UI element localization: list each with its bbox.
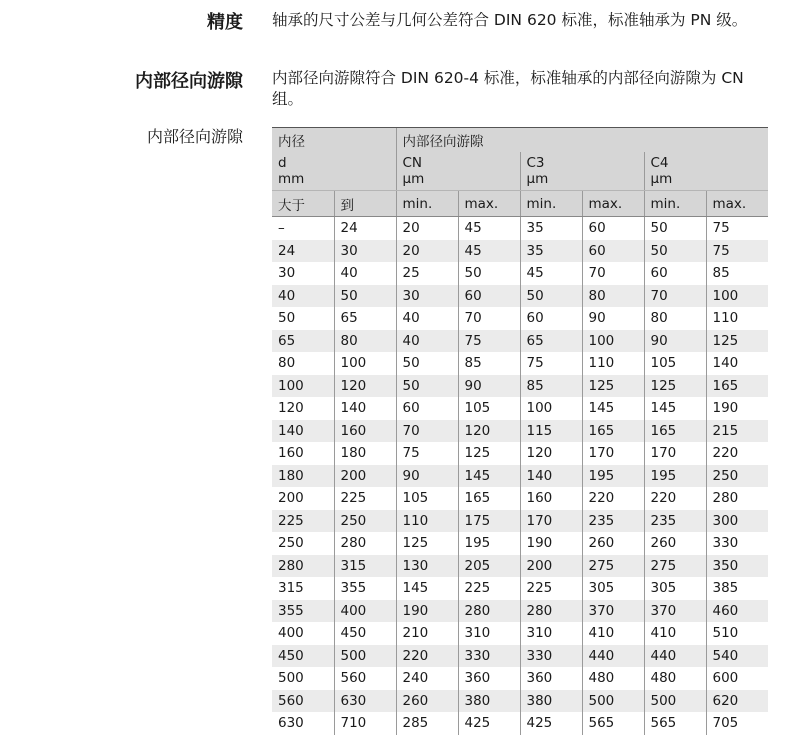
cell-c4-max: 510 [706, 622, 768, 645]
cell-c4-max: 75 [706, 217, 768, 240]
cell-over: 355 [272, 600, 334, 623]
cell-to: 315 [334, 555, 396, 578]
cell-c4-min: 410 [644, 622, 706, 645]
cell-c4-max: 330 [706, 532, 768, 555]
clearance-text: 内部径向游隙符合 DIN 620-4 标准，标准轴承的内部径向游隙为 CN 组。 [272, 69, 744, 108]
cell-over: 24 [272, 240, 334, 263]
cell-over: 400 [272, 622, 334, 645]
cell-c4-min: 260 [644, 532, 706, 555]
cell-over: 100 [272, 375, 334, 398]
group-c3-name: C3 [526, 155, 545, 171]
cell-to: 40 [334, 262, 396, 285]
cell-to: 355 [334, 577, 396, 600]
cell-c4-min: 500 [644, 690, 706, 713]
cell-cn-min: 145 [396, 577, 458, 600]
cell-c3-min: 200 [520, 555, 582, 578]
cell-cn-min: 70 [396, 420, 458, 443]
cell-c3-min: 425 [520, 712, 582, 735]
cell-cn-min: 75 [396, 442, 458, 465]
cell-c4-min: 235 [644, 510, 706, 533]
cell-c4-max: 125 [706, 330, 768, 353]
group-c3 [520, 152, 644, 191]
table-row [272, 352, 768, 375]
cell-c4-max: 385 [706, 577, 768, 600]
cell-c3-min: 75 [520, 352, 582, 375]
cell-c3-min: 310 [520, 622, 582, 645]
cell-c3-min: 380 [520, 690, 582, 713]
bore-symbol-unit [272, 152, 396, 191]
cell-c3-max: 70 [582, 262, 644, 285]
cell-cn-max: 45 [458, 240, 520, 263]
cell-c3-max: 60 [582, 217, 644, 240]
cell-to: 200 [334, 465, 396, 488]
cell-cn-min: 40 [396, 307, 458, 330]
cell-c4-min: 195 [644, 465, 706, 488]
bore-header: 内径 [272, 128, 396, 153]
precision-text: 轴承的尺寸公差与几何公差符合 DIN 620 标准，标准轴承为 PN 级。 [272, 11, 748, 29]
cell-c3-min: 190 [520, 532, 582, 555]
table-row [272, 285, 768, 308]
cell-to: 24 [334, 217, 396, 240]
cell-to: 65 [334, 307, 396, 330]
cell-over: 30 [272, 262, 334, 285]
table-row [272, 420, 768, 443]
cell-over: 140 [272, 420, 334, 443]
group-c3-unit: µm [526, 171, 549, 187]
cell-cn-max: 225 [458, 577, 520, 600]
cell-c3-max: 165 [582, 420, 644, 443]
clearance-group-header: 内部径向游隙 [396, 128, 768, 153]
cell-over: 450 [272, 645, 334, 668]
cell-c4-min: 70 [644, 285, 706, 308]
cell-c4-min: 305 [644, 577, 706, 600]
cell-cn-max: 330 [458, 645, 520, 668]
cell-cn-max: 360 [458, 667, 520, 690]
cell-c4-max: 110 [706, 307, 768, 330]
table-row [272, 397, 768, 420]
table-body [272, 217, 768, 735]
cell-cn-max: 280 [458, 600, 520, 623]
cell-c3-min: 160 [520, 487, 582, 510]
cell-c4-min: 125 [644, 375, 706, 398]
cell-c4-min: 60 [644, 262, 706, 285]
table-row [272, 487, 768, 510]
cell-c3-max: 100 [582, 330, 644, 353]
col-c4-min: min. [644, 191, 706, 217]
cell-c3-max: 235 [582, 510, 644, 533]
cell-cn-max: 70 [458, 307, 520, 330]
cell-c3-min: 45 [520, 262, 582, 285]
cell-c3-max: 80 [582, 285, 644, 308]
cell-cn-min: 20 [396, 240, 458, 263]
cell-over: 200 [272, 487, 334, 510]
group-c4 [644, 152, 768, 191]
cell-c4-min: 170 [644, 442, 706, 465]
cell-to: 140 [334, 397, 396, 420]
cell-c4-max: 220 [706, 442, 768, 465]
cell-to: 120 [334, 375, 396, 398]
cell-over: 80 [272, 352, 334, 375]
table-row [272, 690, 768, 713]
cell-c3-min: 35 [520, 217, 582, 240]
cell-over: 120 [272, 397, 334, 420]
cell-cn-max: 310 [458, 622, 520, 645]
col-c4-max: max. [706, 191, 768, 217]
cell-c4-min: 145 [644, 397, 706, 420]
cell-to: 710 [334, 712, 396, 735]
table-row [272, 555, 768, 578]
group-c4-name: C4 [650, 155, 669, 171]
group-cn-unit: µm [402, 171, 425, 187]
cell-cn-min: 130 [396, 555, 458, 578]
cell-cn-min: 40 [396, 330, 458, 353]
cell-c3-min: 280 [520, 600, 582, 623]
cell-cn-min: 60 [396, 397, 458, 420]
cell-cn-min: 50 [396, 375, 458, 398]
col-over: 大于 [272, 191, 334, 217]
cell-c4-max: 215 [706, 420, 768, 443]
cell-c4-min: 105 [644, 352, 706, 375]
cell-c4-min: 90 [644, 330, 706, 353]
cell-over: 50 [272, 307, 334, 330]
cell-c4-min: 440 [644, 645, 706, 668]
table-caption: 内部径向游隙 [146, 127, 243, 146]
cell-c3-min: 120 [520, 442, 582, 465]
cell-cn-max: 120 [458, 420, 520, 443]
cell-c3-max: 60 [582, 240, 644, 263]
cell-to: 225 [334, 487, 396, 510]
table-row [272, 465, 768, 488]
cell-to: 630 [334, 690, 396, 713]
cell-cn-min: 260 [396, 690, 458, 713]
cell-c4-max: 190 [706, 397, 768, 420]
bore-symbol: d [278, 155, 287, 171]
cell-c3-min: 100 [520, 397, 582, 420]
group-cn-name: CN [402, 155, 423, 171]
cell-c3-max: 260 [582, 532, 644, 555]
col-cn-max: max. [458, 191, 520, 217]
table-row [272, 667, 768, 690]
cell-to: 450 [334, 622, 396, 645]
table-row [272, 240, 768, 263]
col-cn-min: min. [396, 191, 458, 217]
cell-c4-max: 75 [706, 240, 768, 263]
table-row [272, 510, 768, 533]
cell-cn-max: 85 [458, 352, 520, 375]
cell-cn-max: 145 [458, 465, 520, 488]
cell-c4-max: 140 [706, 352, 768, 375]
cell-over: 280 [272, 555, 334, 578]
cell-cn-min: 110 [396, 510, 458, 533]
cell-cn-min: 20 [396, 217, 458, 240]
cell-c4-min: 50 [644, 240, 706, 263]
cell-c4-min: 50 [644, 217, 706, 240]
cell-over: 180 [272, 465, 334, 488]
cell-c4-min: 220 [644, 487, 706, 510]
cell-c4-max: 165 [706, 375, 768, 398]
cell-over: 40 [272, 285, 334, 308]
cell-cn-min: 90 [396, 465, 458, 488]
cell-c4-max: 350 [706, 555, 768, 578]
table-row [272, 622, 768, 645]
cell-cn-max: 90 [458, 375, 520, 398]
cell-to: 160 [334, 420, 396, 443]
cell-over: 500 [272, 667, 334, 690]
cell-over: 65 [272, 330, 334, 353]
cell-c3-max: 90 [582, 307, 644, 330]
cell-cn-max: 60 [458, 285, 520, 308]
cell-c3-min: 65 [520, 330, 582, 353]
cell-c3-min: 360 [520, 667, 582, 690]
cell-c3-min: 50 [520, 285, 582, 308]
cell-cn-min: 25 [396, 262, 458, 285]
cell-c3-max: 305 [582, 577, 644, 600]
cell-cn-max: 105 [458, 397, 520, 420]
cell-c3-max: 480 [582, 667, 644, 690]
table-row [272, 307, 768, 330]
clearance-table [272, 127, 768, 735]
cell-c3-min: 115 [520, 420, 582, 443]
col-to: 到 [334, 191, 396, 217]
cell-over: 630 [272, 712, 334, 735]
cell-c3-max: 195 [582, 465, 644, 488]
table-row [272, 375, 768, 398]
cell-c3-max: 110 [582, 352, 644, 375]
cell-c4-max: 100 [706, 285, 768, 308]
cell-cn-min: 220 [396, 645, 458, 668]
cell-c3-max: 275 [582, 555, 644, 578]
cell-cn-max: 425 [458, 712, 520, 735]
cell-to: 180 [334, 442, 396, 465]
table-row [272, 712, 768, 735]
cell-c3-min: 60 [520, 307, 582, 330]
cell-c3-max: 170 [582, 442, 644, 465]
cell-over: 560 [272, 690, 334, 713]
cell-to: 400 [334, 600, 396, 623]
cell-c4-min: 370 [644, 600, 706, 623]
cell-to: 30 [334, 240, 396, 263]
cell-to: 500 [334, 645, 396, 668]
cell-c4-max: 540 [706, 645, 768, 668]
cell-c3-max: 500 [582, 690, 644, 713]
col-c3-max: max. [582, 191, 644, 217]
cell-c4-max: 250 [706, 465, 768, 488]
cell-c4-min: 80 [644, 307, 706, 330]
cell-cn-max: 45 [458, 217, 520, 240]
cell-c3-max: 220 [582, 487, 644, 510]
cell-cn-min: 50 [396, 352, 458, 375]
cell-cn-max: 175 [458, 510, 520, 533]
cell-c3-min: 140 [520, 465, 582, 488]
cell-c3-min: 35 [520, 240, 582, 263]
cell-c4-min: 480 [644, 667, 706, 690]
col-c3-min: min. [520, 191, 582, 217]
cell-to: 250 [334, 510, 396, 533]
cell-cn-min: 190 [396, 600, 458, 623]
cell-over: 225 [272, 510, 334, 533]
cell-c3-min: 225 [520, 577, 582, 600]
cell-c3-max: 410 [582, 622, 644, 645]
cell-c3-min: 85 [520, 375, 582, 398]
cell-to: 80 [334, 330, 396, 353]
cell-to: 280 [334, 532, 396, 555]
table-row [272, 532, 768, 555]
cell-c4-max: 280 [706, 487, 768, 510]
cell-cn-min: 30 [396, 285, 458, 308]
cell-c4-min: 275 [644, 555, 706, 578]
cell-cn-max: 75 [458, 330, 520, 353]
cell-over: 250 [272, 532, 334, 555]
table-row [272, 262, 768, 285]
cell-c3-max: 565 [582, 712, 644, 735]
bore-unit: mm [278, 171, 305, 187]
cell-over: 160 [272, 442, 334, 465]
clearance-heading: 内部径向游隙 [135, 71, 243, 92]
cell-c3-min: 330 [520, 645, 582, 668]
table-row [272, 442, 768, 465]
table-row [272, 577, 768, 600]
group-cn [396, 152, 520, 191]
cell-c4-min: 165 [644, 420, 706, 443]
cell-cn-max: 50 [458, 262, 520, 285]
table-row [272, 330, 768, 353]
cell-cn-max: 195 [458, 532, 520, 555]
cell-cn-max: 205 [458, 555, 520, 578]
cell-c4-max: 300 [706, 510, 768, 533]
cell-c4-max: 620 [706, 690, 768, 713]
cell-cn-min: 105 [396, 487, 458, 510]
cell-cn-min: 125 [396, 532, 458, 555]
cell-cn-max: 165 [458, 487, 520, 510]
cell-cn-max: 380 [458, 690, 520, 713]
table-row [272, 645, 768, 668]
cell-c3-max: 440 [582, 645, 644, 668]
cell-cn-max: 125 [458, 442, 520, 465]
cell-c3-max: 145 [582, 397, 644, 420]
group-c4-unit: µm [650, 171, 673, 187]
table-row [272, 600, 768, 623]
precision-heading: 精度 [207, 12, 243, 33]
cell-c3-max: 370 [582, 600, 644, 623]
cell-c3-max: 125 [582, 375, 644, 398]
cell-c3-min: 170 [520, 510, 582, 533]
cell-c4-max: 460 [706, 600, 768, 623]
cell-c4-min: 565 [644, 712, 706, 735]
cell-cn-min: 240 [396, 667, 458, 690]
cell-cn-min: 210 [396, 622, 458, 645]
cell-c4-max: 600 [706, 667, 768, 690]
cell-to: 100 [334, 352, 396, 375]
cell-to: 50 [334, 285, 396, 308]
cell-over: 315 [272, 577, 334, 600]
cell-to: 560 [334, 667, 396, 690]
table-row [272, 217, 768, 240]
cell-c4-max: 705 [706, 712, 768, 735]
cell-cn-min: 285 [396, 712, 458, 735]
cell-c4-max: 85 [706, 262, 768, 285]
cell-over: – [272, 217, 334, 240]
